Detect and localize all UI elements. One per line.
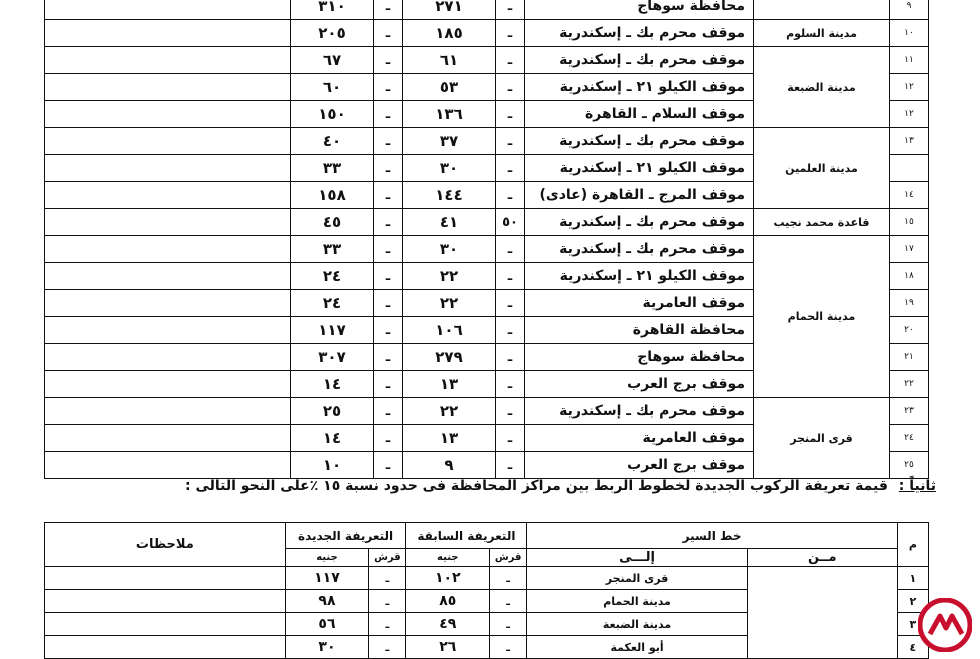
notes-cell: [45, 101, 291, 128]
new-piasters: ـ: [369, 636, 406, 659]
notes-cell: [45, 590, 286, 613]
row-number: ١٨: [890, 263, 929, 290]
prev-pounds: ٢٦: [406, 636, 490, 659]
extra-cell: ـ: [496, 236, 525, 263]
notes-cell: [45, 209, 291, 236]
origin-city: [754, 0, 890, 20]
notes-cell: [45, 425, 291, 452]
header-prev-piasters: قرش: [490, 549, 527, 567]
extra-cell: ـ: [496, 290, 525, 317]
row-number: ١١: [890, 47, 929, 74]
notes-cell: [45, 20, 291, 47]
row-number: ٢٥: [890, 452, 929, 479]
notes-cell: [45, 344, 291, 371]
previous-fare: ١٠٦: [403, 317, 496, 344]
new-fare: ٢٥: [291, 398, 374, 425]
row-number: ٢٢: [890, 371, 929, 398]
table-row: [45, 47, 929, 74]
dash-cell: ـ: [374, 371, 403, 398]
section-heading: [56, 478, 936, 494]
dash-cell: ـ: [374, 155, 403, 182]
destination: قرى المنجر: [527, 567, 747, 590]
notes-cell: [45, 0, 291, 20]
new-piasters: ـ: [369, 590, 406, 613]
table-row: [45, 236, 929, 263]
destination: موقف برج العرب: [525, 452, 754, 479]
origin-city: مدينة العلمين: [754, 128, 890, 209]
extra-cell: ـ: [496, 344, 525, 371]
new-fare: ١٥٠: [291, 101, 374, 128]
new-fare: ١٤: [291, 425, 374, 452]
notes-cell: [45, 182, 291, 209]
new-fare: ٣٠٧: [291, 344, 374, 371]
extra-cell: ـ: [496, 155, 525, 182]
dash-cell: ـ: [374, 263, 403, 290]
notes-cell: [45, 290, 291, 317]
new-fare: ٦٧: [291, 47, 374, 74]
new-pounds: ٩٨: [285, 590, 369, 613]
dash-cell: ـ: [374, 344, 403, 371]
row-number: ١٩: [890, 290, 929, 317]
new-fare: ٢٠٥: [291, 20, 374, 47]
row-number: ١٠: [890, 20, 929, 47]
new-fare: ١٤: [291, 371, 374, 398]
prev-piasters: ـ: [490, 636, 527, 659]
extra-cell: ـ: [496, 47, 525, 74]
extra-cell: ـ: [496, 452, 525, 479]
dash-cell: ـ: [374, 101, 403, 128]
row-number: ١٤: [890, 182, 929, 209]
dash-cell: ـ: [374, 317, 403, 344]
previous-fare: ٣٠: [403, 236, 496, 263]
extra-cell: ـ: [496, 128, 525, 155]
prev-pounds: ٨٥: [406, 590, 490, 613]
table-row: [45, 398, 929, 425]
origin-city: مدينة السلوم: [754, 20, 890, 47]
extra-cell: ـ: [496, 425, 525, 452]
notes-cell: [45, 317, 291, 344]
table-row: [45, 128, 929, 155]
header-to: إلـــى: [527, 549, 747, 567]
dash-cell: ـ: [374, 425, 403, 452]
previous-fare: ١٣: [403, 371, 496, 398]
destination: موقف محرم بك ـ إسكندرية: [525, 398, 754, 425]
row-number: ١٣: [890, 128, 929, 155]
extra-cell: ـ: [496, 74, 525, 101]
row-number: ٢٠: [890, 317, 929, 344]
header-prev-fare: التعريفة السابقة: [406, 523, 527, 549]
destination: محافظة سوهاج: [525, 344, 754, 371]
notes-cell: [45, 74, 291, 101]
table-row: [45, 209, 929, 236]
row-number: ٩: [890, 0, 929, 20]
table-row: [45, 20, 929, 47]
destination: موقف الكيلو ٢١ ـ إسكندرية: [525, 263, 754, 290]
previous-fare: ١٣٦: [403, 101, 496, 128]
destination: موقف الكيلو ٢١ ـ إسكندرية: [525, 155, 754, 182]
row-number: ٢٣: [890, 398, 929, 425]
header-route: خط السير: [527, 523, 898, 549]
origin-city: مدينة الضبعة: [754, 47, 890, 128]
row-number: ١٢: [890, 74, 929, 101]
watermark-logo: [918, 598, 972, 652]
extra-cell: ـ: [496, 398, 525, 425]
extra-cell: ـ: [496, 101, 525, 128]
dash-cell: ـ: [374, 236, 403, 263]
destination: مدينة الحمام: [527, 590, 747, 613]
header-notes: ملاحظات: [45, 523, 286, 567]
table-row: [45, 567, 929, 590]
table-row: [45, 0, 929, 20]
previous-fare: ٦١: [403, 47, 496, 74]
destination: موقف المرج ـ القاهرة (عادى): [525, 182, 754, 209]
notes-cell: [45, 398, 291, 425]
destination: موقف العامرية: [525, 290, 754, 317]
previous-fare: ١٣: [403, 425, 496, 452]
header-prev-pounds: جنيه: [406, 549, 490, 567]
destination: موقف محرم بك ـ إسكندرية: [525, 236, 754, 263]
notes-cell: [45, 128, 291, 155]
dash-cell: ـ: [374, 128, 403, 155]
dash-cell: ـ: [374, 47, 403, 74]
destination: محافظة سوهاج: [525, 0, 754, 20]
notes-cell: [45, 47, 291, 74]
prev-pounds: ٤٩: [406, 613, 490, 636]
row-number: ٢١: [890, 344, 929, 371]
dash-cell: ـ: [374, 74, 403, 101]
destination: موقف محرم بك ـ إسكندرية: [525, 128, 754, 155]
origin-city: قاعدة محمد نجيب: [754, 209, 890, 236]
new-fare: ٢٤: [291, 290, 374, 317]
row-number: ٣: [897, 613, 928, 636]
prev-piasters: ـ: [490, 613, 527, 636]
extra-cell: ـ: [496, 20, 525, 47]
header-m: م: [897, 523, 928, 567]
new-pounds: ١١٧: [285, 567, 369, 590]
upper-fare-table: [44, 0, 929, 479]
new-piasters: ـ: [369, 567, 406, 590]
dash-cell: ـ: [374, 0, 403, 20]
previous-fare: ٢٢: [403, 398, 496, 425]
previous-fare: ٢٧١: [403, 0, 496, 20]
destination: محافظة القاهرة: [525, 317, 754, 344]
notes-cell: [45, 567, 286, 590]
notes-cell: [45, 263, 291, 290]
extra-cell: ـ: [496, 317, 525, 344]
notes-cell: [45, 155, 291, 182]
extra-cell: ـ: [496, 371, 525, 398]
previous-fare: ٩: [403, 452, 496, 479]
new-fare: ٢٤: [291, 263, 374, 290]
extra-cell: ـ: [496, 263, 525, 290]
destination: موقف برج العرب: [525, 371, 754, 398]
previous-fare: ٣٧: [403, 128, 496, 155]
header-new-fare: التعريفة الجديدة: [285, 523, 406, 549]
row-number: [890, 155, 929, 182]
row-number: ٢٤: [890, 425, 929, 452]
extra-cell: ـ: [496, 182, 525, 209]
dash-cell: ـ: [374, 290, 403, 317]
header-from: مــن: [747, 549, 897, 567]
notes-cell: [45, 371, 291, 398]
destination: موقف محرم بك ـ إسكندرية: [525, 209, 754, 236]
destination: موقف محرم بك ـ إسكندرية: [525, 47, 754, 74]
previous-fare: ١٨٥: [403, 20, 496, 47]
row-number: ٢: [897, 590, 928, 613]
previous-fare: ٢٢: [403, 263, 496, 290]
origin-cell: [747, 567, 897, 659]
origin-city: قرى المنجر: [754, 398, 890, 479]
row-number: ١: [897, 567, 928, 590]
notes-cell: [45, 636, 286, 659]
section-heading-lead: ثانياً :: [898, 478, 936, 494]
dash-cell: ـ: [374, 209, 403, 236]
notes-cell: [45, 236, 291, 263]
new-fare: ٤٠: [291, 128, 374, 155]
new-fare: ٤٥: [291, 209, 374, 236]
previous-fare: ١٤٤: [403, 182, 496, 209]
destination: أبو العكمة: [527, 636, 747, 659]
dash-cell: ـ: [374, 398, 403, 425]
row-number: ١٧: [890, 236, 929, 263]
header-new-pounds: جنيه: [285, 549, 369, 567]
new-fare: ٣٣: [291, 155, 374, 182]
lower-fare-table: [44, 522, 929, 659]
section-heading-text: قيمة تعريفة الركوب الجديدة لخطوط الربط بين مراكز المحافظة فى حدود نسبة ١٥ ٪على النحو التالى :: [185, 478, 888, 494]
new-fare: ٣٣: [291, 236, 374, 263]
new-piasters: ـ: [369, 613, 406, 636]
row-number: ١٢: [890, 101, 929, 128]
dash-cell: ـ: [496, 0, 525, 20]
previous-fare: ٢٢: [403, 290, 496, 317]
destination: موقف العامرية: [525, 425, 754, 452]
destination: موقف محرم بك ـ إسكندرية: [525, 20, 754, 47]
prev-pounds: ١٠٢: [406, 567, 490, 590]
new-fare: ١٥٨: [291, 182, 374, 209]
previous-fare: ٥٣: [403, 74, 496, 101]
new-pounds: ٣٠: [285, 636, 369, 659]
origin-city: مدينة الحمام: [754, 236, 890, 398]
notes-cell: [45, 452, 291, 479]
previous-fare: ٤١: [403, 209, 496, 236]
new-fare: ٦٠: [291, 74, 374, 101]
prev-piasters: ـ: [490, 567, 527, 590]
new-fare: ٣١٠: [291, 0, 374, 20]
row-number: ١٥: [890, 209, 929, 236]
row-number: ٤: [897, 636, 928, 659]
dash-cell: ـ: [374, 452, 403, 479]
new-pounds: ٥٦: [285, 613, 369, 636]
previous-fare: ٣٠: [403, 155, 496, 182]
dash-cell: ـ: [374, 20, 403, 47]
dash-cell: ـ: [374, 182, 403, 209]
destination: مدينة الضبعة: [527, 613, 747, 636]
new-fare: ١١٧: [291, 317, 374, 344]
destination: موقف الكيلو ٢١ ـ إسكندرية: [525, 74, 754, 101]
notes-cell: [45, 613, 286, 636]
previous-fare: ٢٧٩: [403, 344, 496, 371]
new-fare: ١٠: [291, 452, 374, 479]
extra-cell: ٥٠: [496, 209, 525, 236]
prev-piasters: ـ: [490, 590, 527, 613]
header-new-piasters: قرش: [369, 549, 406, 567]
destination: موقف السلام ـ القاهرة: [525, 101, 754, 128]
